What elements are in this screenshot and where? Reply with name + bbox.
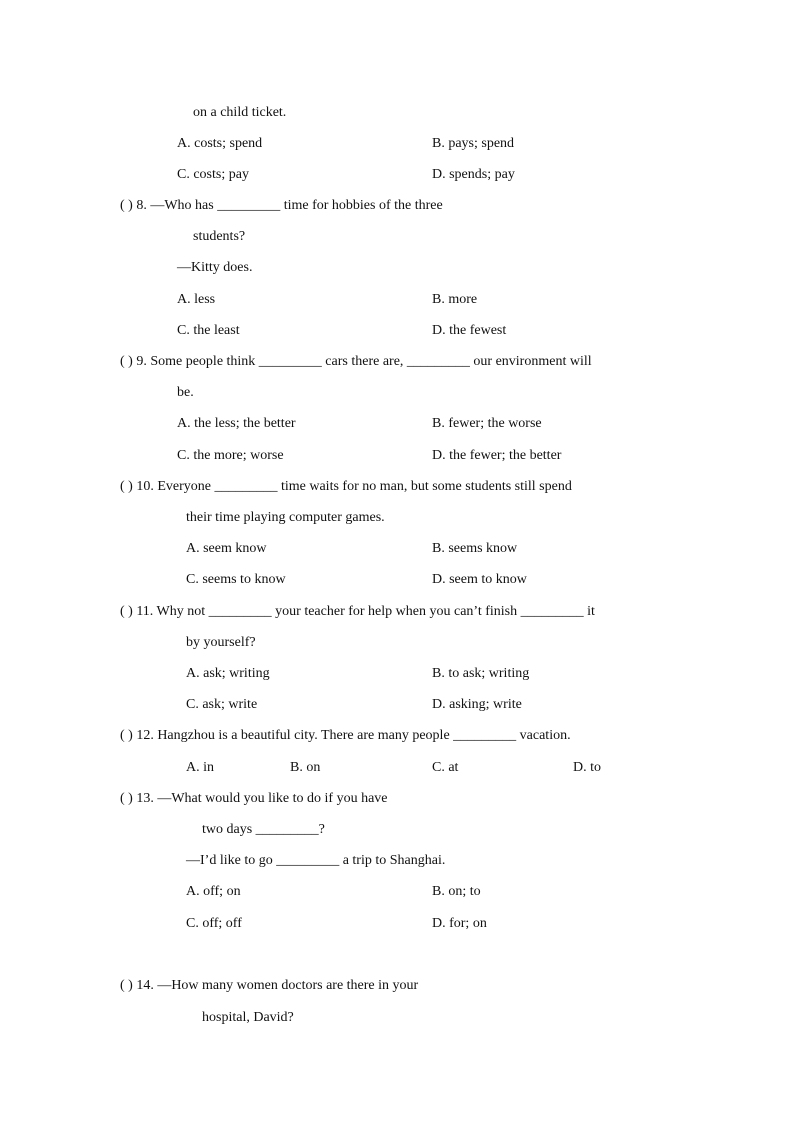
q8-option-a: A. less [177,292,216,307]
question-11-continuation: by yourself? [186,635,256,650]
question-10-continuation: their time playing computer games. [186,510,385,525]
q11-option-b: B. to ask; writing [432,666,530,681]
question-14-continuation: hospital, David? [202,1010,294,1025]
q10-option-c: C. seems to know [186,572,286,587]
question-9-stem: ( ) 9. Some people think _________ cars there are, _________ our environment will [120,354,592,369]
q12-option-a: A. in [186,760,214,775]
q13-option-c: C. off; off [186,916,242,931]
question-8-stem: ( ) 8. —Who has _________ time for hobbies of the three [120,198,443,213]
q7-option-c: C. costs; pay [177,167,249,182]
q8-option-d: D. the fewest [432,323,507,338]
q11-option-c: C. ask; write [186,697,258,712]
question-9-continuation: be. [177,385,194,400]
q9-option-a: A. the less; the better [177,416,296,431]
q8-option-b: B. more [432,292,478,307]
q7-option-a: A. costs; spend [177,136,263,151]
question-13-stem: ( ) 13. —What would you like to do if you have [120,791,388,806]
question-8-answer-line: —Kitty does. [177,260,253,275]
q13-option-b: B. on; to [432,884,481,899]
question-8-continuation: students? [193,229,246,244]
q13-option-a: A. off; on [186,884,241,899]
q12-option-b: B. on [290,760,321,775]
q7-option-b: B. pays; spend [432,136,515,151]
q10-option-d: D. seem to know [432,572,527,587]
q10-option-b: B. seems know [432,541,518,556]
q9-option-c: C. the more; worse [177,448,284,463]
q11-option-d: D. asking; write [432,697,522,712]
q8-option-c: C. the least [177,323,240,338]
q13-option-d: D. for; on [432,916,487,931]
question-14-stem: ( ) 14. —How many women doctors are there in your [120,978,419,993]
question-13-answer-line: —I’d like to go _________ a trip to Shanghai. [186,853,446,868]
q12-option-c: C. at [432,760,459,775]
question-10-stem: ( ) 10. Everyone _________ time waits for no man, but some students still spend [120,479,572,494]
q9-option-b: B. fewer; the worse [432,416,542,431]
q9-option-d: D. the fewer; the better [432,448,562,463]
q10-option-a: A. seem know [186,541,267,556]
question-11-stem: ( ) 11. Why not _________ your teacher for help when you can’t finish _________ it [120,604,595,619]
question-7-continuation: on a child ticket. [193,105,287,120]
question-12-stem: ( ) 12. Hangzhou is a beautiful city. There are many people _________ vacation. [120,728,571,743]
q7-option-d: D. spends; pay [432,167,515,182]
question-13-continuation: two days _________? [202,822,325,837]
q11-option-a: A. ask; writing [186,666,270,681]
q12-option-d: D. to [573,760,601,775]
